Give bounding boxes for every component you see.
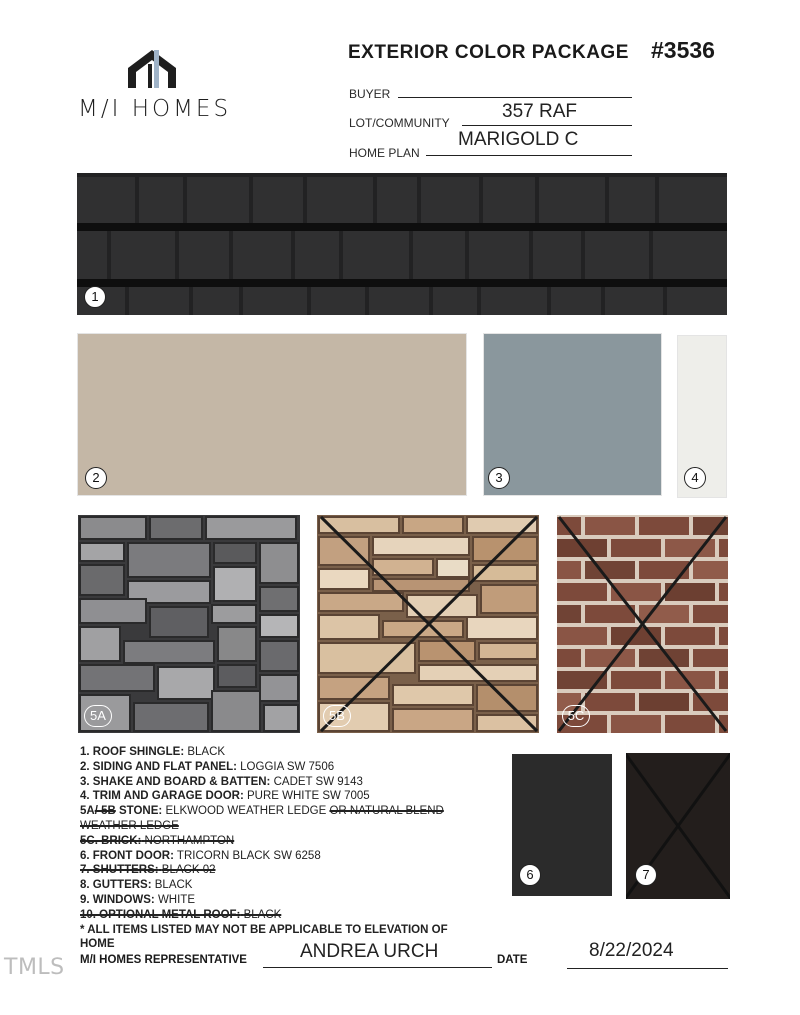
buyer-label: BUYER	[349, 87, 391, 101]
home-plan-line	[426, 155, 632, 156]
swatch-number-badge: 4	[684, 467, 706, 489]
stone-5b-swatch	[317, 515, 539, 733]
stone-5a-swatch	[78, 515, 300, 733]
lot-community-line	[462, 125, 632, 126]
swatch-number-badge: 7	[635, 864, 657, 886]
swatch-number-badge: 5C	[562, 705, 590, 727]
legend-item: 2. SIDING AND FLAT PANEL: LOGGIA SW 7506	[80, 760, 335, 773]
legend-item: 10. OPTIONAL METAL ROOF: BLACK	[80, 908, 282, 921]
home-plan-label: HOME PLAN	[349, 146, 420, 160]
legend-item: 5C. BRICK: NORTHAMPTON	[80, 834, 235, 847]
legend-item: 8. GUTTERS: BLACK	[80, 879, 193, 892]
legend-item: 1. ROOF SHINGLE: BLACK	[80, 746, 226, 758]
buyer-line	[398, 97, 632, 98]
legend-item: 9. WINDOWS: WHITE	[80, 893, 196, 906]
legend-item: 3. SHAKE AND BOARD & BATTEN: CADET SW 9143	[80, 775, 363, 788]
brand-logo-text: M/I HOMES	[78, 96, 232, 122]
representative-value: ANDREA URCH	[300, 941, 439, 962]
home-plan-value: MARIGOLD C	[458, 129, 579, 150]
color-legend	[80, 745, 500, 951]
representative-line	[263, 967, 492, 968]
brick-5c-swatch	[557, 515, 728, 733]
swatch-number-badge: 6	[519, 864, 541, 886]
date-label: DATE	[497, 954, 528, 966]
date-value: 8/22/2024	[589, 940, 674, 961]
mi-homes-logo-icon	[126, 48, 178, 90]
shake-swatch	[483, 333, 662, 496]
swatch-number-badge: 1	[84, 286, 106, 308]
legend-item: 6. FRONT DOOR: TRICORN BLACK SW 6258	[80, 849, 321, 862]
roof-shingle-swatch	[77, 173, 727, 315]
lot-community-label: LOT/COMMUNITY	[349, 116, 450, 130]
date-line	[567, 968, 728, 969]
shingle-texture	[77, 173, 727, 315]
package-number: #3536	[651, 37, 715, 63]
crossed-out-mark-icon	[317, 515, 539, 733]
legend-item: WEATHER LEDGE	[80, 819, 179, 832]
siding-swatch	[77, 333, 467, 496]
mls-watermark: TMLS	[4, 955, 65, 980]
representative-label: M/I HOMES REPRESENTATIVE	[80, 954, 247, 966]
lot-community-value: 357 RAF	[502, 101, 577, 122]
crossed-out-mark-icon	[557, 515, 728, 733]
swatch-number-badge: 5A	[84, 705, 112, 727]
legend-item: 5A/ 5B STONE: ELKWOOD WEATHER LEDGE OR NATURAL BLEND	[80, 805, 444, 818]
swatch-number-badge: 2	[85, 467, 107, 489]
swatch-number-badge: 5B	[323, 705, 351, 727]
stacked-stone-texture	[78, 515, 300, 733]
legend-item: 7. SHUTTERS: BLACK 02	[80, 864, 216, 877]
legend-item: 4. TRIM AND GARAGE DOOR: PURE WHITE SW 7005	[80, 790, 370, 803]
disclaimer: * ALL ITEMS LISTED MAY NOT BE APPLICABLE TO ELEVATION OF HOME	[80, 923, 448, 950]
page-title: EXTERIOR COLOR PACKAGE	[348, 42, 629, 63]
swatch-number-badge: 3	[488, 467, 510, 489]
